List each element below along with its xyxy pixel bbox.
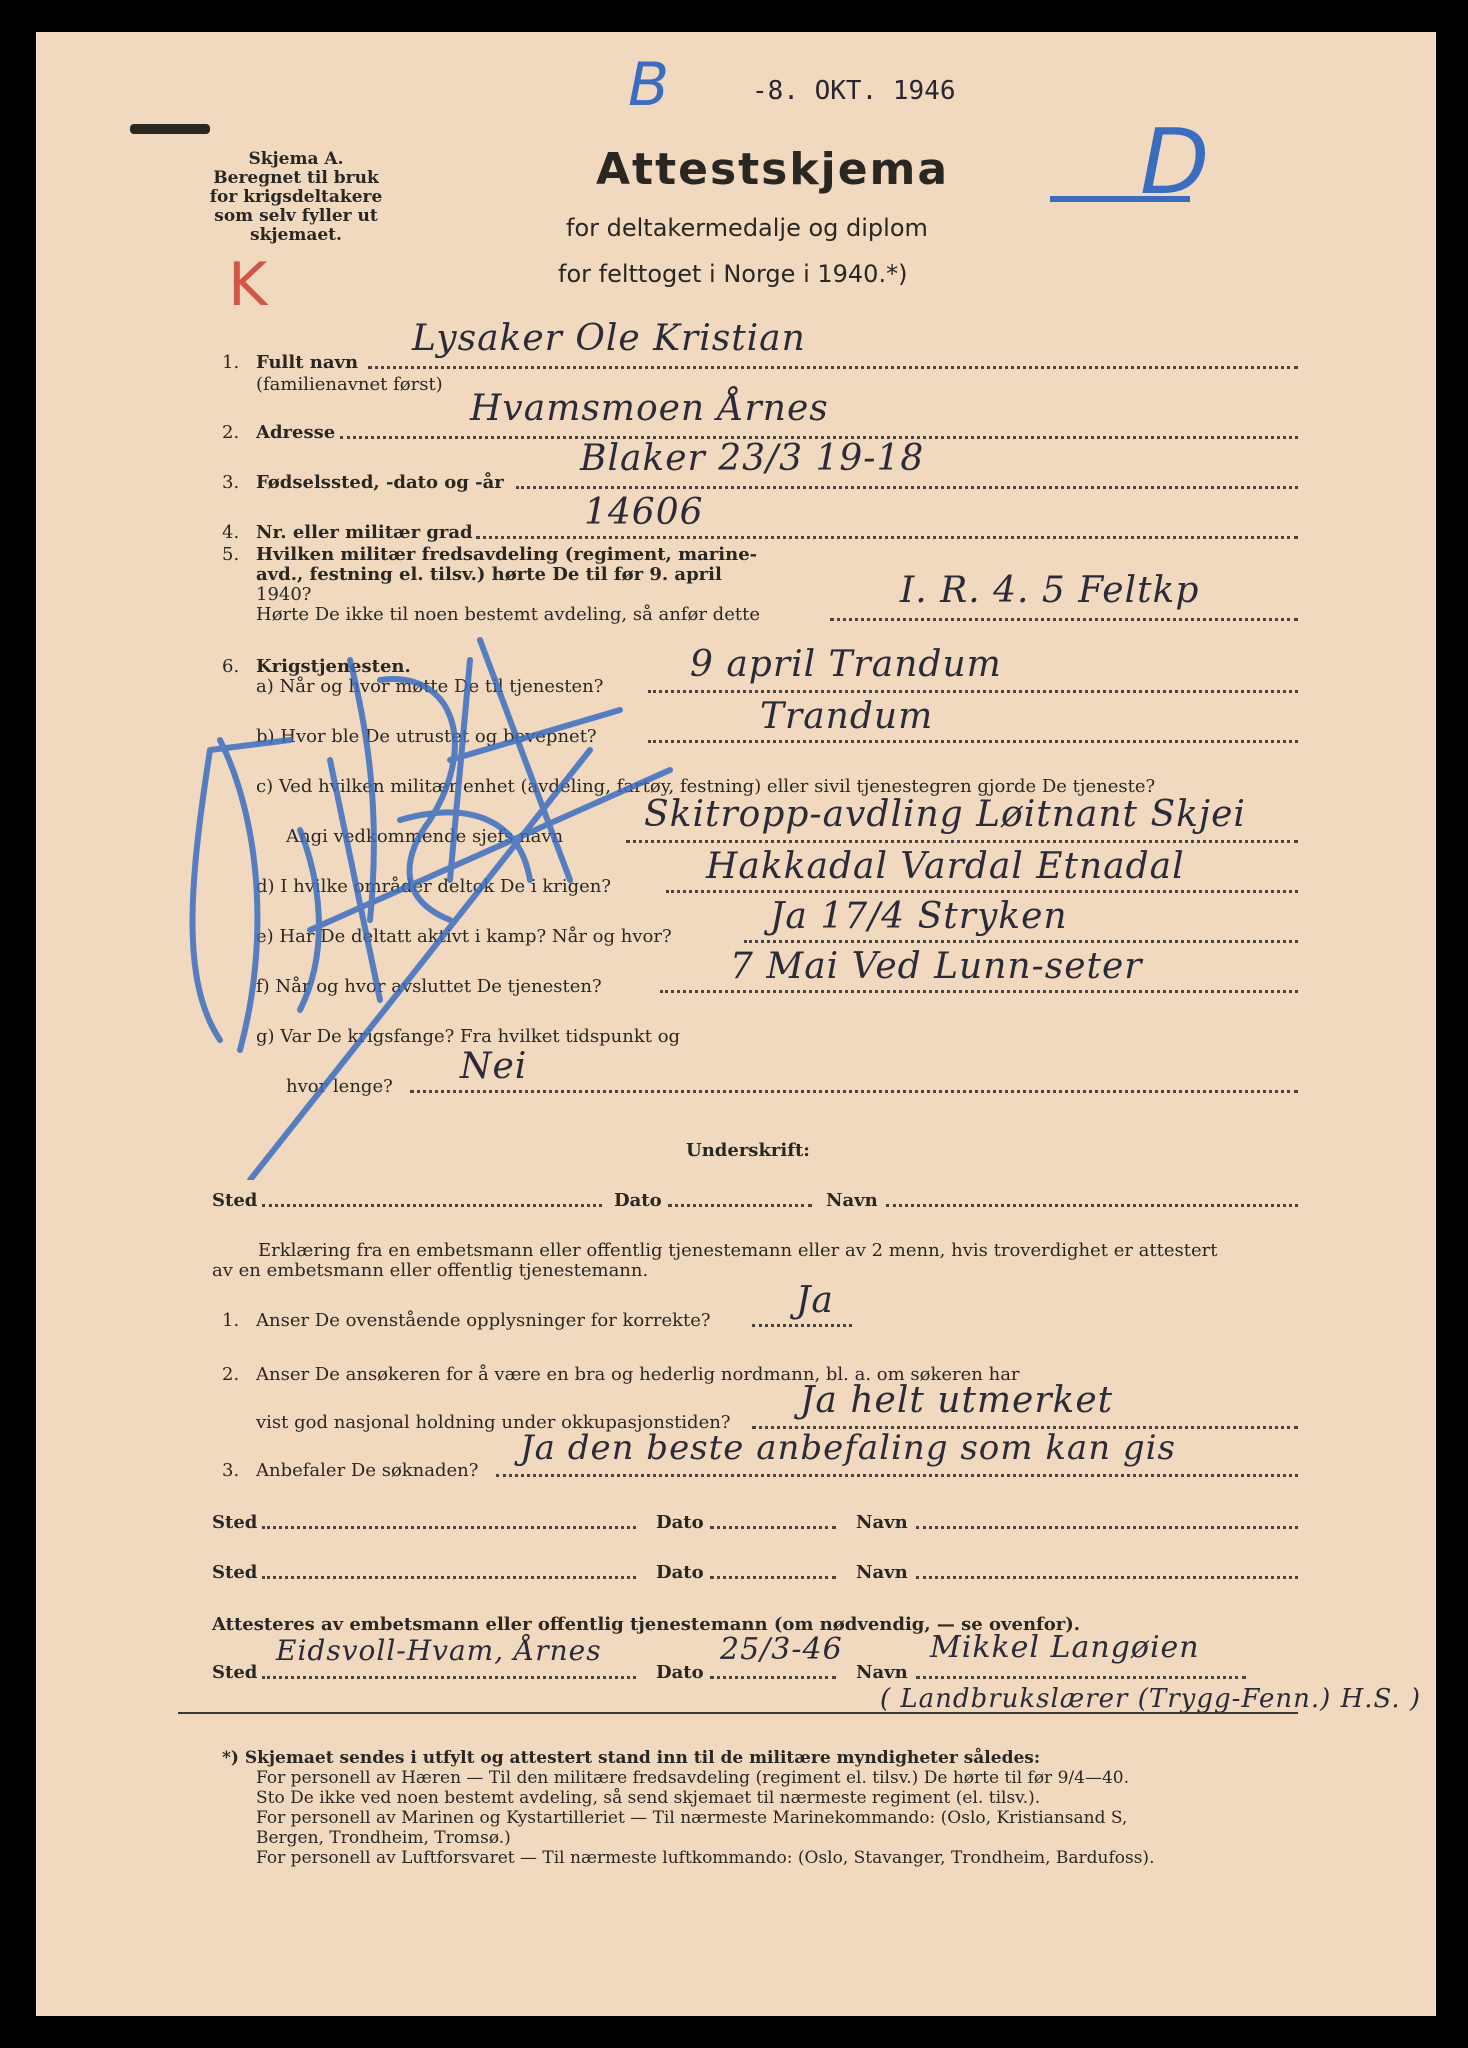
q2-value[interactable]: Ja helt utmerket	[800, 1380, 1114, 1421]
field-4-label: Nr. eller militær grad	[256, 522, 473, 543]
field-3-dotline	[516, 486, 1298, 489]
date-stamp: -8. OKT. 1946	[752, 76, 956, 106]
field-6f-label: f) Når og hvor avsluttet De tjenesten?	[256, 976, 602, 997]
witness-1-navn-dotline	[916, 1526, 1298, 1529]
field-4-value[interactable]: 14606	[584, 492, 704, 533]
field-1-dotline	[368, 366, 1298, 369]
field-6d-value[interactable]: Hakkadal Vardal Etnadal	[706, 846, 1185, 887]
witness-1-navn-label: Navn	[856, 1512, 908, 1533]
sig-dato-label: Dato	[614, 1190, 662, 1211]
form-subtitle-2: for felttoget i Norge i 1940.*)	[558, 260, 908, 288]
witness-2-dato-label: Dato	[656, 1562, 704, 1583]
field-3-number: 3.	[222, 472, 240, 493]
footnote-line-6: For personell av Luftforsvaret — Til nærmeste luftkommando: (Oslo, Stavanger, Trondheim, Bardufoss).	[256, 1848, 1155, 1868]
declaration-intro-1: Erklæring fra en embetsmann eller offentlig tjenestemann eller av 2 menn, hvis troverdighet er attestert	[258, 1240, 1218, 1261]
witness-2-sted-dotline	[262, 1576, 636, 1579]
sig-sted-dotline	[262, 1204, 602, 1207]
footnote-line-1: *) Skjemaet sendes i utfylt og attestert stand inn til de militære myndigheter således:	[222, 1748, 1041, 1768]
attestation-label: Attesteres av embetsmann eller offentlig tjenestemann (om nødvendig, — se ovenfor).	[212, 1614, 1081, 1635]
blue-cross-out-scribble	[150, 620, 710, 1180]
field-5-line-1: Hvilken militær fredsavdeling (regiment, marine-	[256, 544, 758, 565]
field-5-line-3: 1940?	[256, 584, 312, 605]
q2-line-1: Anser De ansøkeren for å være en bra og hederlig nordmann, bl. a. om søkeren har	[256, 1364, 1020, 1385]
field-1-label: Fullt navn	[256, 352, 359, 373]
blue-underline	[1050, 196, 1190, 202]
field-6-number: 6.	[222, 656, 240, 677]
field-6e-dotline	[744, 940, 1298, 943]
field-1-number: 1.	[222, 352, 240, 373]
attest-title-value[interactable]: ( Landbrukslærer (Trygg-Fenn.) H.S. )	[880, 1684, 1422, 1714]
attest-navn-label: Navn	[856, 1662, 908, 1683]
signature-heading: Underskrift:	[686, 1140, 810, 1161]
field-5-line-4: Hørte De ikke til noen bestemt avdeling, så anfør dette	[256, 604, 760, 625]
field-2-label: Adresse	[256, 422, 336, 443]
schema-note: Skjema A. Beregnet til bruk for krigsdeltakere som selv fyller ut skjemaet.	[209, 149, 383, 245]
field-3-label: Fødselssted, -dato og -år	[256, 472, 504, 493]
field-3-value[interactable]: Blaker 23/3 19-18	[580, 438, 925, 479]
footnote-separator	[178, 1712, 1298, 1714]
q1-dotline	[752, 1324, 852, 1327]
witness-1-dato-dotline	[710, 1526, 836, 1529]
blue-mark-b: B	[628, 50, 670, 120]
q3-dotline	[496, 1474, 1298, 1477]
witness-1-sted-label: Sted	[212, 1512, 258, 1533]
field-5-number: 5.	[222, 544, 240, 565]
witness-2-sted-label: Sted	[212, 1562, 258, 1583]
field-6c-value[interactable]: Skitropp-avdling Løitnant Skjei	[644, 794, 1246, 835]
field-6c-dotline	[626, 840, 1298, 843]
attest-navn-value[interactable]: Mikkel Langøien	[930, 1630, 1200, 1665]
q1-value[interactable]: Ja	[796, 1280, 834, 1321]
field-5-value[interactable]: I. R. 4. 5 Feltkp	[900, 570, 1200, 611]
sig-sted-label: Sted	[212, 1190, 258, 1211]
form-title: Attestskjema	[596, 144, 950, 195]
attest-dato-dotline	[710, 1676, 836, 1679]
form-subtitle-1: for deltakermedalje og diplom	[566, 214, 928, 242]
blue-mark-d: D	[1140, 110, 1210, 215]
q2-number: 2.	[222, 1364, 240, 1385]
footnote-line-5: Bergen, Trondheim, Tromsø.)	[256, 1828, 511, 1848]
field-6g-value[interactable]: Nei	[460, 1046, 528, 1087]
field-1-value[interactable]: Lysaker Ole Kristian	[412, 318, 806, 359]
field-6b-label: b) Hvor ble De utrustet og bevepnet?	[256, 726, 597, 747]
sig-dato-dotline	[668, 1204, 812, 1207]
witness-1-dato-label: Dato	[656, 1512, 704, 1533]
field-6b-dotline	[648, 740, 1298, 743]
field-2-number: 2.	[222, 422, 240, 443]
field-5-dotline	[830, 618, 1298, 621]
field-5-line-2: avd., festning el. tilsv.) hørte De til før 9. april	[256, 564, 722, 585]
q2-line-2: vist god nasjonal holdning under okkupasjonstiden?	[256, 1412, 731, 1433]
attest-sted-label: Sted	[212, 1662, 258, 1683]
attest-dato-value[interactable]: 25/3-46	[720, 1632, 843, 1667]
field-6a-label: a) Når og hvor møtte De til tjenesten?	[256, 676, 604, 697]
witness-2-navn-label: Navn	[856, 1562, 908, 1583]
field-4-dotline	[476, 536, 1298, 539]
field-1-sublabel: (familienavnet først)	[256, 374, 443, 395]
witness-2-dato-dotline	[710, 1576, 836, 1579]
q3-label: Anbefaler De søknaden?	[256, 1460, 479, 1481]
field-6d-dotline	[666, 890, 1298, 893]
field-6g-label: g) Var De krigsfange? Fra hvilket tidspunkt og	[256, 1026, 681, 1047]
field-6f-value[interactable]: 7 Mai Ved Lunn-seter	[730, 946, 1143, 987]
red-mark-k: K	[228, 250, 268, 320]
q1-label: Anser De ovenstående opplysninger for korrekte?	[256, 1310, 711, 1331]
field-6e-value[interactable]: Ja 17/4 Stryken	[770, 896, 1068, 937]
attest-navn-dotline	[916, 1676, 1246, 1679]
declaration-intro-2: av en embetsmann eller offentlig tjenestemann.	[212, 1260, 649, 1281]
field-6a-dotline	[648, 690, 1298, 693]
field-6-label: Krigstjenesten.	[256, 656, 411, 677]
field-6d-label: d) I hvilke områder deltok De i krigen?	[256, 876, 611, 897]
footnote-line-2: For personell av Hæren — Til den militære fredsavdeling (regiment el. tilsv.) De hørte til før 9/4—40.	[256, 1768, 1129, 1788]
footnote-line-4: For personell av Marinen og Kystartilleriet — Til nærmeste Marinekommando: (Oslo, Kristiansand S,	[256, 1808, 1128, 1828]
field-6c-chief-label: Angi vedkommende sjefs navn	[286, 826, 564, 847]
field-2-value[interactable]: Hvamsmoen Årnes	[470, 388, 829, 429]
footnote-line-3: Sto De ikke ved noen bestemt avdeling, så send skjemaet til nærmeste regiment (el. tilsv.).	[256, 1788, 1041, 1808]
attest-dato-label: Dato	[656, 1662, 704, 1683]
field-6c-label: c) Ved hvilken militær enhet (avdeling, fartøy, festning) eller sivil tjenestegren gjorde De tjeneste?	[256, 776, 1156, 797]
sig-navn-dotline	[886, 1204, 1298, 1207]
field-4-number: 4.	[222, 522, 240, 543]
witness-2-navn-dotline	[916, 1576, 1298, 1579]
field-6e-label: e) Har De deltatt aktivt i kamp? Når og hvor?	[256, 926, 672, 947]
field-6b-value[interactable]: Trandum	[760, 696, 934, 737]
ink-smudge	[130, 124, 210, 134]
sig-navn-label: Navn	[826, 1190, 878, 1211]
field-6a-value[interactable]: 9 april Trandum	[690, 644, 1002, 685]
attest-sted-dotline	[262, 1676, 636, 1679]
field-6g-duration-label: hvor lenge?	[286, 1076, 393, 1097]
witness-1-sted-dotline	[262, 1526, 636, 1529]
q3-number: 3.	[222, 1460, 240, 1481]
attest-sted-value[interactable]: Eidsvoll-Hvam, Årnes	[276, 1634, 602, 1667]
q3-value[interactable]: Ja den beste anbefaling som kan gis	[520, 1428, 1176, 1468]
field-6f-dotline	[660, 990, 1298, 993]
q1-number: 1.	[222, 1310, 240, 1331]
